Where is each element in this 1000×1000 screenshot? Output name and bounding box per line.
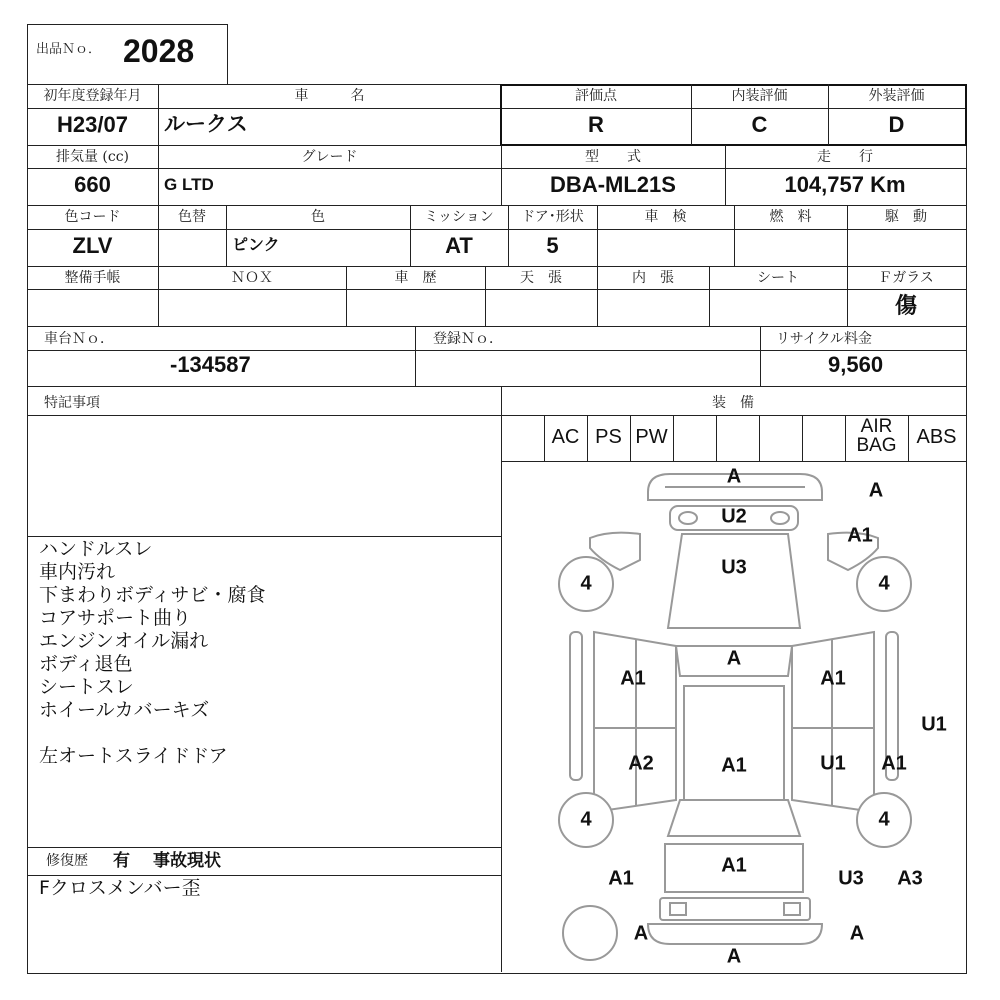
damage-mark: 4	[878, 572, 890, 595]
equipment-pw: PW	[635, 426, 668, 448]
damage-mark: U3	[838, 867, 864, 890]
model-label: 型 式	[585, 149, 641, 165]
car-name-label: 車 名	[294, 88, 365, 104]
displacement-value: 660	[74, 172, 111, 197]
reg-no-label: 登録Ｎｏ．	[433, 331, 503, 347]
history-label: 車 歴	[394, 270, 437, 286]
note-line: 下まわりボディサビ・腐食	[39, 584, 266, 606]
grade-label: グレード	[301, 149, 358, 165]
repair-label: 修復歴	[46, 853, 88, 869]
grade-score-label: 評価点	[575, 88, 617, 104]
mission-value: AT	[445, 233, 473, 258]
damage-mark: A	[726, 647, 742, 670]
note-line: コアサポート曲り	[39, 607, 192, 629]
displacement-label: 排気量 (cc)	[55, 149, 130, 165]
accident-label: 事故現状	[153, 851, 221, 870]
recycle-label: リサイクル料金	[776, 331, 873, 347]
note-line: 車内汚れ	[39, 561, 116, 583]
notes-header: 特記事項	[44, 395, 100, 411]
lot-number: 2028	[123, 33, 195, 69]
damage-mark: U1	[820, 752, 846, 775]
note-line	[39, 722, 499, 745]
damage-mark: A1	[608, 867, 634, 890]
damage-mark: 4	[580, 572, 592, 595]
damage-mark: A1	[820, 667, 846, 690]
repaint-label: 色替	[178, 209, 206, 225]
color-value: ピンク	[232, 237, 280, 254]
interior-label: 内装評価	[731, 88, 788, 104]
repair-value: 有	[113, 851, 130, 870]
equipment-airbag: AIR BAG	[856, 416, 897, 456]
notes-list	[39, 538, 499, 768]
equipment-ps: PS	[595, 426, 622, 448]
damage-mark: A1	[721, 854, 747, 877]
roof-label: 天 張	[520, 270, 562, 286]
damage-mark: U3	[721, 556, 747, 579]
note-line: ホイールカバーキズ	[39, 699, 210, 721]
damage-mark: A	[868, 479, 884, 502]
mission-label: ミッション	[424, 209, 494, 225]
damage-mark: A	[726, 945, 742, 968]
damage-mark: U2	[721, 505, 747, 528]
damage-mark: A1	[881, 752, 907, 775]
car-diagram	[501, 462, 965, 972]
equipment-header: 装 備	[712, 395, 754, 411]
equipment-ac: AC	[551, 426, 580, 448]
exterior-label: 外装評価	[868, 88, 925, 104]
damage-mark: A1	[721, 754, 747, 777]
damage-mark: A3	[897, 867, 923, 890]
seat-label: シート	[757, 270, 799, 286]
damage-mark: A1	[620, 667, 646, 690]
f-glass-label: Ｆガラス	[878, 270, 934, 286]
lot-label: 出品Ｎｏ．	[36, 42, 102, 57]
recycle-value: 9,560	[828, 352, 884, 377]
model-value: DBA-ML21S	[550, 172, 676, 197]
note-line: ボディ退色	[39, 653, 133, 675]
repair-note: Fクロスメンバー歪	[39, 877, 201, 899]
damage-mark: A	[849, 922, 865, 945]
f-glass-value: 傷	[894, 293, 917, 318]
interior-trim-label: 内 張	[632, 270, 674, 286]
damage-mark: A2	[628, 752, 654, 775]
chassis-no-label: 車台Ｎｏ．	[44, 331, 114, 347]
drive-label: 駆 動	[885, 209, 927, 225]
note-line: 左オートスライドドア	[39, 745, 228, 767]
door-shape-value: 5	[546, 233, 559, 258]
fuel-label: 燃 料	[769, 209, 812, 225]
damage-mark: 4	[580, 808, 592, 831]
damage-mark: A	[633, 922, 649, 945]
note-line: ハンドルスレ	[39, 538, 153, 560]
color-code-label: 色コード	[64, 209, 121, 225]
door-shape-label: ドア･形状	[521, 209, 584, 225]
grade-value: G LTD	[164, 175, 214, 194]
first-reg-value: H23/07	[57, 112, 128, 137]
maintenance-label: 整備手帳	[64, 270, 121, 286]
equipment-abs: ABS	[916, 426, 957, 448]
interior-value: C	[751, 112, 768, 137]
color-code-value: ZLV	[72, 233, 113, 258]
damage-mark: A	[726, 465, 742, 488]
color-label: 色	[311, 209, 325, 225]
damage-mark: U1	[921, 713, 947, 736]
chassis-no-value: -134587	[170, 352, 251, 377]
car-name-value: ルークス	[164, 113, 248, 136]
nox-label: ＮＯＸ	[231, 270, 273, 286]
note-line: シートスレ	[39, 676, 134, 698]
damage-mark: 4	[878, 808, 890, 831]
note-line: エンジンオイル漏れ	[39, 630, 209, 652]
damage-mark: A1	[847, 524, 873, 547]
first-reg-label: 初年度登録年月	[43, 88, 142, 104]
grade-score-value: R	[588, 112, 604, 137]
inspection-label: 車 検	[644, 209, 687, 225]
mileage-value: 104,757 Km	[784, 172, 906, 197]
mileage-label: 走 行	[817, 149, 873, 165]
exterior-value: D	[888, 112, 905, 137]
